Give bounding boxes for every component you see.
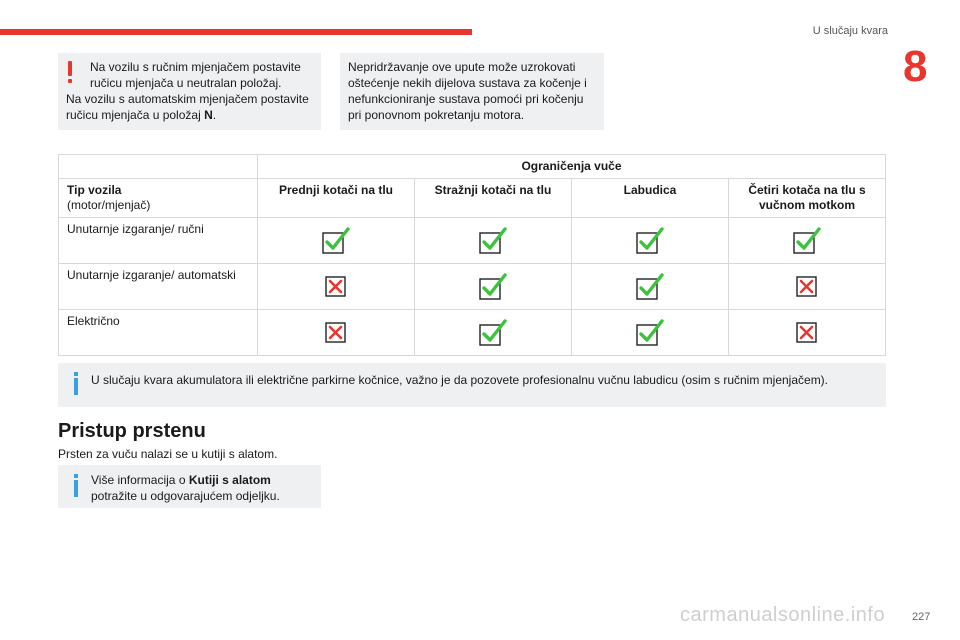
- towing-restrictions-table: [58, 154, 886, 356]
- page-number: 227: [912, 611, 931, 623]
- warning-box-gear: [58, 53, 321, 130]
- row-label: Unutarnje izgaranje/ ručni: [59, 218, 258, 264]
- warning-exclamation-icon: [68, 61, 73, 83]
- row-mark: [572, 264, 729, 310]
- check-icon: [478, 318, 508, 348]
- table-group-header: Ograničenja vuče: [258, 155, 886, 179]
- table-corner-cell: [59, 155, 258, 179]
- info-battery-text: U slučaju kvara akumulatora ili električne parkirne kočnice, važno je da pozovete profesionalnu vučnu labudicu (osim s ručnim mjenjačem).: [91, 373, 829, 387]
- section-intro: Prsten za vuču nalazi se u kutiji s alatom.: [58, 447, 278, 461]
- table-row: [59, 264, 886, 310]
- row-mark: [415, 218, 572, 264]
- section-heading: Pristup prstenu: [58, 420, 206, 442]
- check-icon: [792, 226, 822, 256]
- check-icon: [478, 272, 508, 302]
- row-mark: [729, 310, 886, 356]
- row-label: Električno: [59, 310, 258, 356]
- table-row: [59, 310, 886, 356]
- cross-icon: [324, 321, 348, 345]
- warning-automatic-text: Na vozilu s automatskim mjenjačem postavite ručicu mjenjača u položaj N.: [66, 92, 309, 122]
- row-mark: [258, 310, 415, 356]
- row-mark: [415, 310, 572, 356]
- row-label: Unutarnje izgaranje/ automatski: [59, 264, 258, 310]
- column-header-flatbed: Labudica: [572, 179, 729, 218]
- chapter-number: 8: [903, 42, 928, 91]
- info-icon: [74, 372, 78, 396]
- cross-icon: [324, 275, 348, 299]
- check-icon: [478, 226, 508, 256]
- row-mark: [729, 264, 886, 310]
- row-mark: [572, 310, 729, 356]
- info-icon: [74, 474, 78, 498]
- warning-brakes-text: Nepridržavanje ove upute može uzrokovati oštećenje nekih dijelova sustava za kočenje i nefunkcioniranje sustava pomoći pri kočenju pri ponovnom pokretanju motora.: [348, 60, 587, 122]
- row-mark: [258, 264, 415, 310]
- warning-box-brakes: [340, 53, 604, 130]
- row-mark: [258, 218, 415, 264]
- info-box-battery: [58, 363, 886, 407]
- check-icon: [635, 272, 665, 302]
- cross-icon: [795, 321, 819, 345]
- watermark: carmanualsonline.info: [680, 604, 886, 626]
- column-header-front-wheels: Prednji kotači na tlu: [258, 179, 415, 218]
- column-header-rear-wheels: Stražnji kotači na tlu: [415, 179, 572, 218]
- vehicle-type-header: Tip vozila (motor/mjenjač): [59, 179, 258, 218]
- check-icon: [635, 318, 665, 348]
- cross-icon: [795, 275, 819, 299]
- table-row: [59, 218, 886, 264]
- info-toolbox-text: Više informacija o Kutiji s alatom potražite u odgovarajućem odjeljku.: [91, 473, 280, 503]
- column-header-tow-bar: Četiri kotača na tlu s vučnom motkom: [729, 179, 886, 218]
- warning-manual-text: Na vozilu s ručnim mjenjačem postavite ručicu mjenjača u neutralan položaj.: [90, 60, 301, 90]
- section-title: U slučaju kvara: [812, 25, 888, 37]
- header-accent-bar: [0, 29, 472, 35]
- row-mark: [415, 264, 572, 310]
- row-mark: [729, 218, 886, 264]
- check-icon: [635, 226, 665, 256]
- row-mark: [572, 218, 729, 264]
- check-icon: [321, 226, 351, 256]
- info-box-toolbox: [58, 465, 321, 508]
